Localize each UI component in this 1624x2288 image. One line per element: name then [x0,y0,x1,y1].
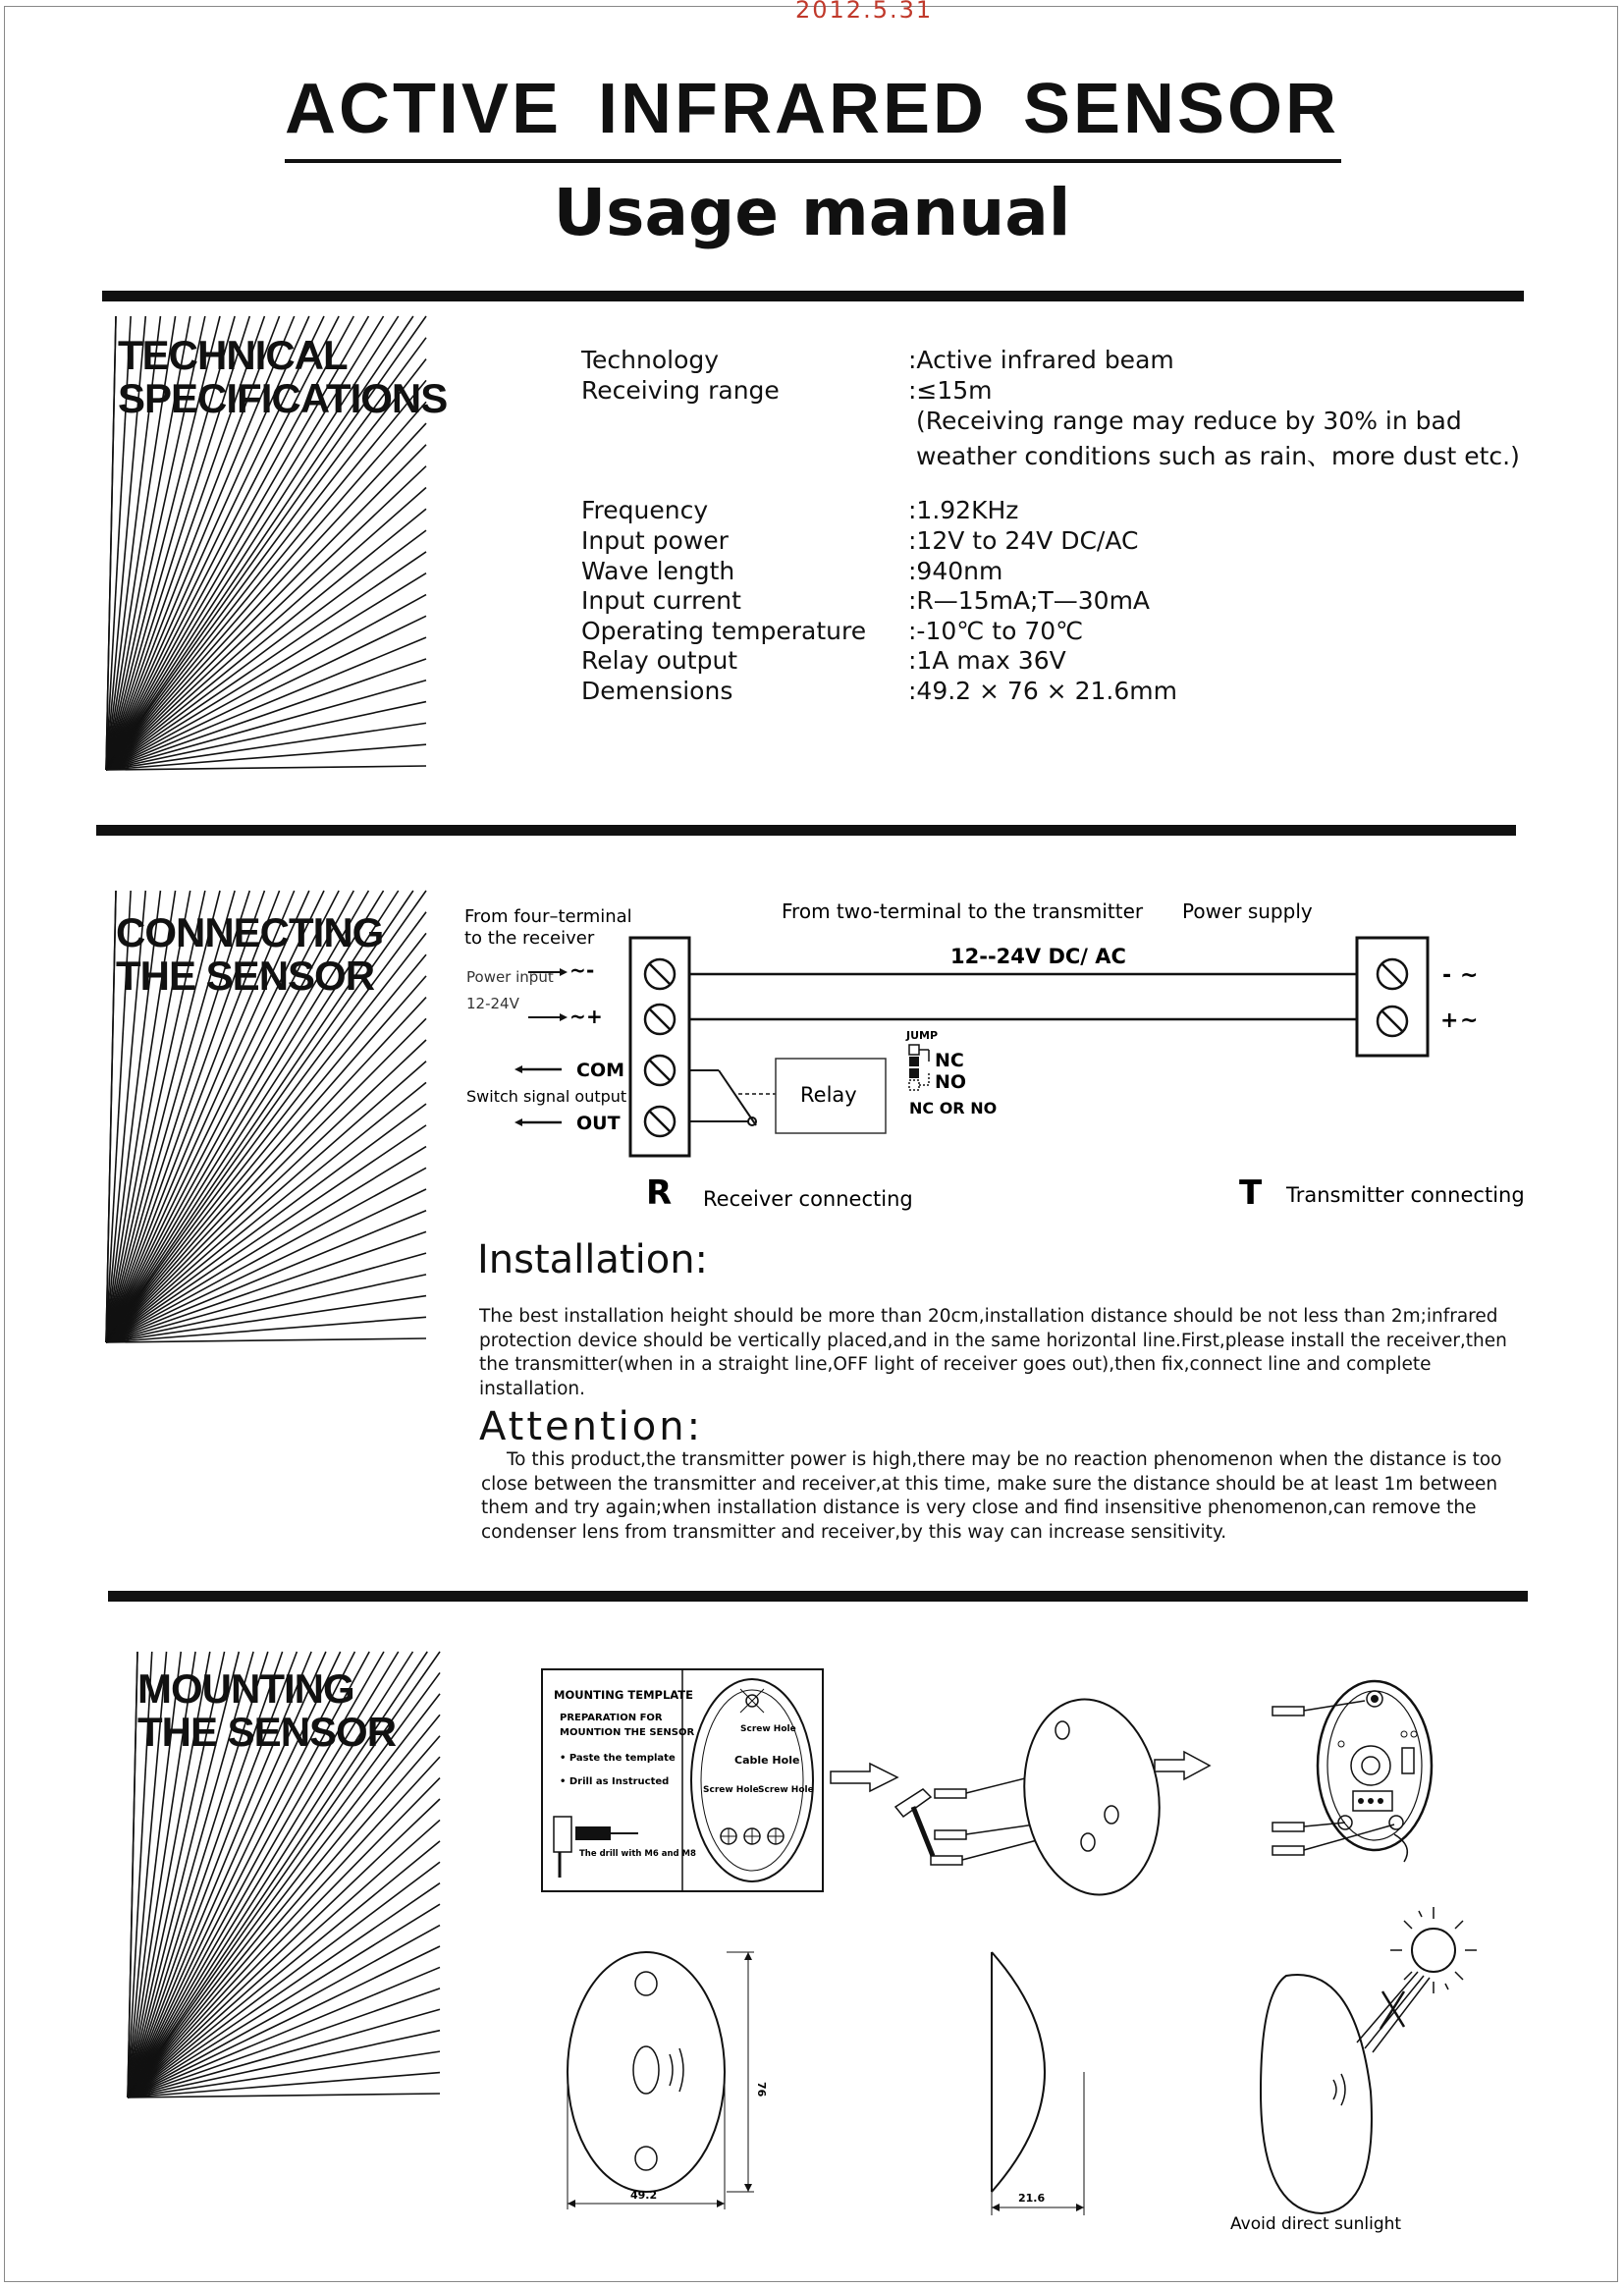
template-prep-2: MOUNTION THE SENSOR [560,1727,695,1738]
spec-label: Relay output [581,646,738,675]
terminal-minus-label: - [586,958,595,982]
template-cable-hole: Cable Hole [734,1754,800,1767]
attention-text [481,1448,1542,1545]
terminal-plus-label: + [1440,1008,1459,1033]
dim-height-label: 76 [755,2082,768,2097]
terminal-screw [645,1005,675,1034]
spec-label: Input power [581,526,729,555]
sensor-front-view [568,1952,754,2209]
attention-line: them and try again;when installation distance is very close and find insensitive phenomenon,can remove the [481,1498,1477,1518]
attention-heading: Attention: [479,1404,704,1449]
terminal-screw [645,959,675,989]
template-screw-hole-left: Screw Hole [703,1785,759,1795]
nc-or-no-label: NC OR NO [909,1099,998,1117]
voltage-label: 12--24V DC/ AC [950,945,1126,968]
fan-line [106,637,426,770]
arrow-right-icon [528,1013,568,1021]
no-label: NO [935,1071,967,1093]
sensor-base-plate [1012,1691,1172,1904]
wiring-diagram [452,884,1551,1223]
mount-title-line1: MOUNTING [137,1665,354,1712]
terminal-minus-label: - [1442,963,1452,988]
spec-value: :12V to 24V DC/AC [908,526,1139,555]
arrow-left-icon [514,1065,562,1073]
fan-line [128,1820,440,2097]
section-rule-2 [96,825,1516,836]
fan-line [128,1862,440,2097]
power-input-voltage-label: 12-24V [466,995,519,1012]
mounting-template-card [542,1669,823,1891]
spec-note: weather conditions such as rain、more dust etc.) [916,442,1520,470]
com-label: COM [576,1060,625,1081]
section-rule-3 [108,1591,1528,1602]
spec-value: :1A max 36V [908,646,1066,675]
screw-hole-mark [740,1689,764,1713]
transmitter-terminal-block [1357,938,1428,1056]
spec-value: :49.2 × 76 × 21.6mm [908,677,1177,705]
spec-value: :-10℃ to 70℃ [908,617,1084,645]
template-step-2: • Drill as Instructed [560,1776,670,1787]
attention-line: close between the transmitter and receiver,at this time, make sure the distance should be at least 1m between [481,1473,1498,1495]
fan-line [106,1211,426,1342]
sunlight-note: Avoid direct sunlight [1230,2214,1402,2234]
dim-width-label: 49.2 [630,2189,658,2202]
ac-symbol-icon: ~ [1460,1008,1479,1033]
fan-line [106,1104,426,1342]
receiver-connecting-label: Receiver connecting [703,1187,913,1211]
receiver-letter: R [646,1173,673,1213]
to-receiver-label: to the receiver [464,928,595,949]
jump-label: JUMP [906,1029,939,1042]
template-screw-hole-top: Screw Hole [740,1724,796,1734]
sensor-side-view [992,1952,1084,2215]
mounting-illustrations [530,1660,1542,2249]
sub-title: Usage manual [553,175,1071,250]
template-step-1: • Paste the template [560,1753,676,1764]
drill-icon [554,1817,638,1878]
jumper-pins [909,1045,929,1090]
terminal-screw [1378,959,1407,989]
ac-symbol-icon: ~ [1460,963,1479,988]
hammer-icon [895,1789,933,1856]
spec-note: (Receiving range may reduce by 30% in bad [916,407,1462,435]
screw-hole-mark [768,1828,784,1844]
screw-hole-mark [721,1828,736,1844]
transmitter-connecting-label: Transmitter connecting [1286,1183,1525,1207]
terminal-screw [645,1056,675,1085]
switch-signal-label: Switch signal output [466,1087,627,1106]
installation-line: the transmitter(when in a straight line,OFF light of receiver goes out),then fix,connect line and complete installation. [479,1354,1432,1399]
arrow-left-icon [514,1118,562,1126]
template-prep-1: PREPARATION FOR [560,1713,663,1723]
transmitter-letter: T [1239,1173,1263,1213]
attention-line: To this product,the transmitter power is high,there may be no reaction phenomenon when the distance is too [507,1449,1502,1470]
spec-value: :R—15mA;T—30mA [908,586,1151,615]
dim-depth-label: 21.6 [1018,2192,1046,2205]
sun-icon [1390,1907,1477,1993]
specs-title-line1: TECHNICAL [118,332,348,378]
power-input-label: Power input [466,968,554,986]
sensor-open-circuit [1318,1681,1432,1862]
ac-symbol-icon: ~ [569,1005,586,1028]
specs-title-line2: SPECIFICATIONS [118,375,448,421]
from-two-terminal-label: From two-terminal to the transmitter [782,899,1144,923]
spec-value: :940nm [908,557,1003,585]
template-screw-hole-right: Screw Hole [758,1785,814,1795]
sunlight-rays [1357,1972,1430,2052]
terminal-screw [645,1107,675,1136]
spec-value: :≤15m [908,376,993,405]
fan-line [106,487,426,770]
connect-title-line1: CONNECTING [116,909,384,955]
relay-switch-contacts [689,1070,776,1125]
screw-hole-mark [744,1828,760,1844]
installation-heading: Installation: [477,1237,709,1282]
terminal-screw [1378,1007,1407,1036]
spec-label: Operating temperature [581,617,867,645]
spec-value: :Active infrared beam [908,346,1174,374]
mount-title-line2: THE SENSOR [137,1709,397,1755]
connect-title-line2: THE SENSOR [116,953,375,999]
attention-line: condenser lens from transmitter and receiver,by this way can increase sensitivity. [481,1521,1227,1543]
power-supply-label: Power supply [1182,899,1313,923]
relay-label: Relay [800,1083,857,1107]
spec-value: :1.92KHz [908,496,1019,524]
spec-label: Technology [581,346,720,374]
spec-label: Demensions [581,677,733,705]
arrow-right-icon [831,1764,897,1791]
page-date: 2012.5.31 [795,0,934,24]
connect-section-title [116,911,383,998]
ac-symbol-icon: ~ [569,958,586,982]
nc-label: NC [935,1050,964,1071]
out-label: OUT [576,1113,621,1134]
template-outline [691,1679,813,1881]
arrow-right-icon [1155,1752,1210,1779]
specs-section-title [118,334,447,420]
fan-line [106,1062,426,1342]
spec-label: Frequency [581,496,709,524]
from-four-terminal-label: From four–terminal [464,906,632,927]
fan-line [128,1967,440,2097]
spec-label: Input current [581,586,741,615]
sensor-sunlight-view [1261,1975,1372,2213]
installation-text [479,1305,1540,1401]
section-rule-1 [102,291,1524,301]
spec-label: Wave length [581,557,735,585]
title-rule [285,159,1341,163]
terminal-plus-label: + [586,1005,603,1028]
fan-line [106,530,426,770]
mount-section-title [137,1667,396,1754]
template-drill-note: The drill with M6 and M8 [579,1849,696,1859]
spec-label: Receiving range [581,376,780,405]
installation-line: The best installation height should be more than 20cm,installation distance should be not less than 2m;infrared [479,1306,1498,1327]
installation-line: protection device should be vertically placed,and in the same horizontal line.First,please install the receiver,then [479,1330,1507,1351]
main-title: ACTIVE INFRARED SENSOR [284,70,1340,148]
template-title: MOUNTING TEMPLATE [554,1688,693,1702]
